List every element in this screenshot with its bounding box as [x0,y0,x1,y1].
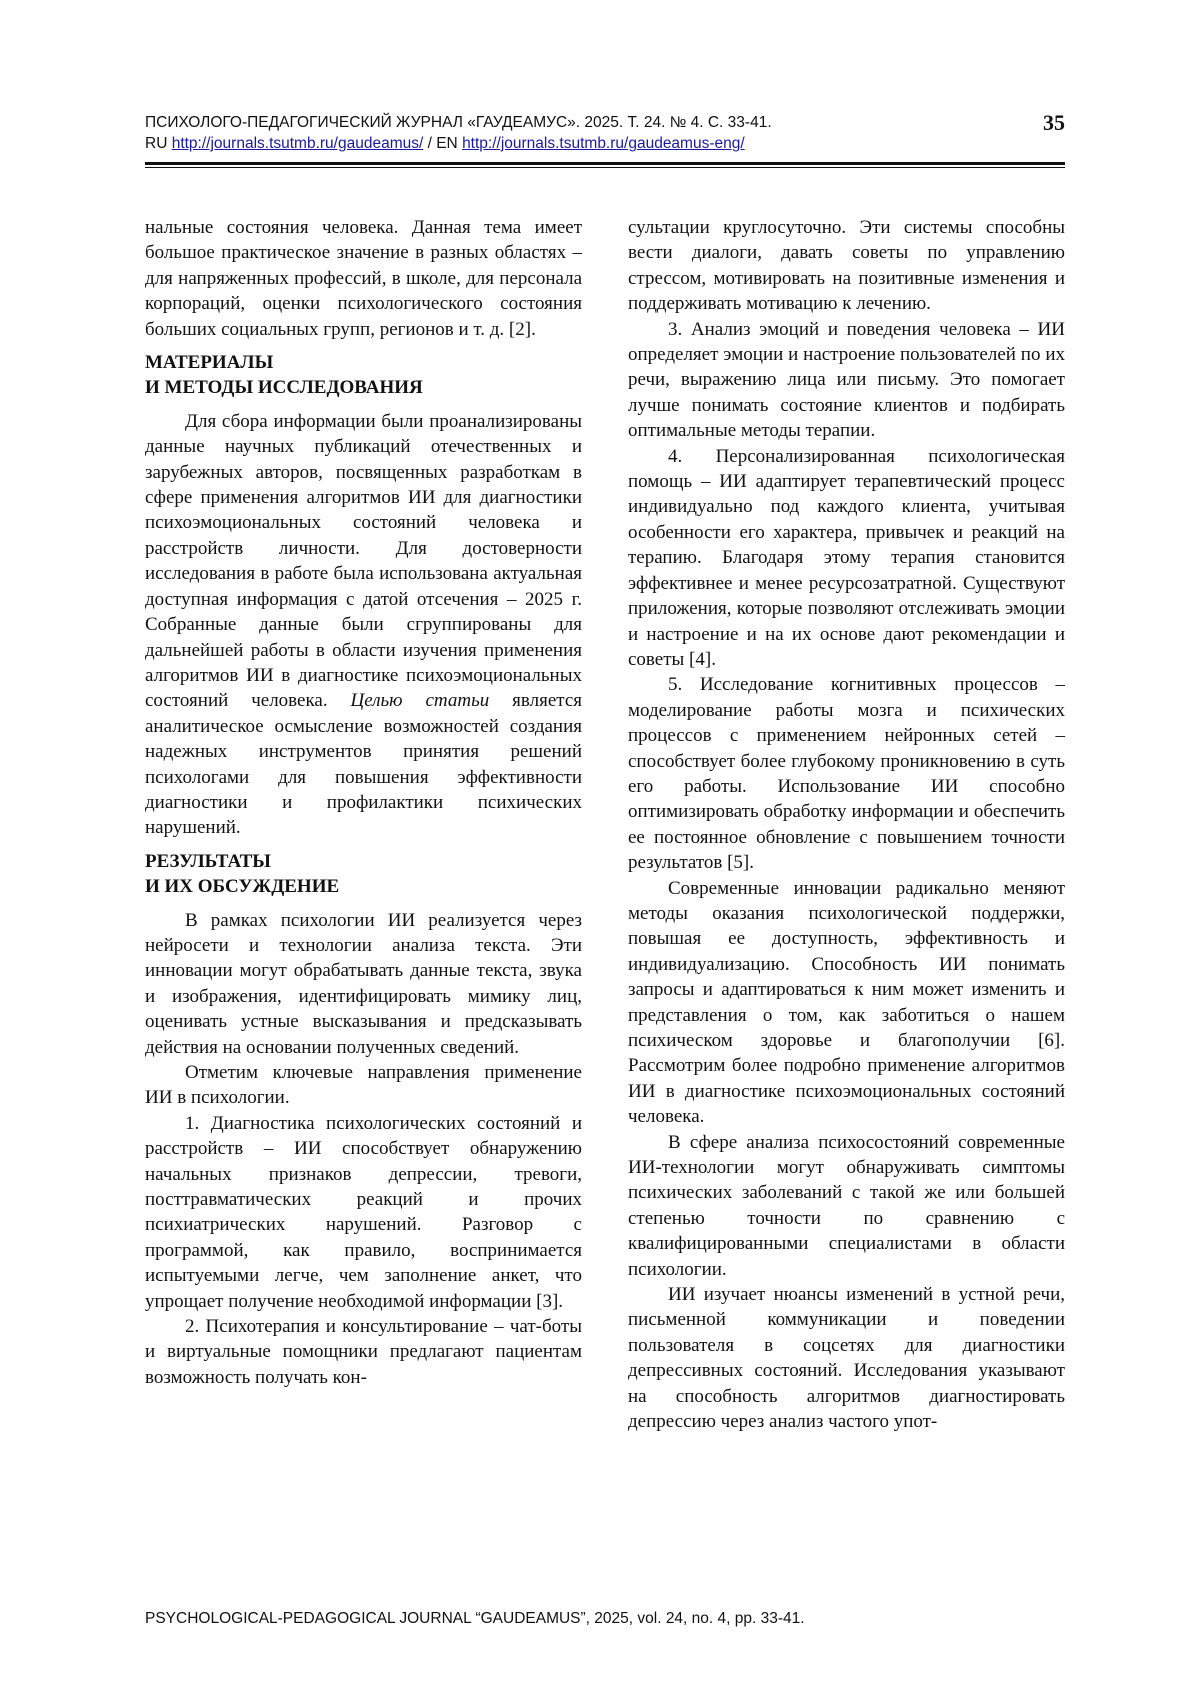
left-column [145,215,582,1390]
header-rule-thick [145,162,1065,165]
section-heading-materials: МАТЕРИАЛЫ И МЕТОДЫ ИССЛЕДОВАНИЯ [145,352,423,399]
running-header [145,112,1065,154]
header-rule-thin [145,167,1065,168]
paragraph: Современные инновации радикально меняют методы оказания психологической поддержки, повышая ее доступность, эффективность и индивидуализацию. Способность ИИ понимать запросы и адаптироваться к ним может изменить и представления о том, как заботиться о нашем психическом здоровье и благополучии [6]. Рассмотрим более подробно применение алгоритмов ИИ в диагностике психоэмоциональных состояний человека. [628,877,1065,1128]
paragraph: В сфере анализа психосостояний современные ИИ-технологии могут обнаруживать симптомы психических заболеваний с такой же или большей степенью точности по сравнению с квалифицированными специалистами в области психологии. [628,1131,1065,1280]
right-column [628,215,1065,1435]
en-label: / EN [423,135,463,152]
list-item: 4. Персонализированная психологическая помощь – ИИ адаптирует терапевтический процесс индивидуально под каждого клиента, учитывая особенности его характера, привычек и реакций на терапию. Благодаря этому терапия становится эффективнее и менее ресурсозатратной. Существуют приложения, которые позволяют отслеживать эмоции и настроение и на их основе дают рекомендации и советы [4]. [628,445,1065,670]
running-footer: PSYCHOLOGICAL-PEDAGOGICAL JOURNAL “GAUDEAMUS”, 2025, vol. 24, no. 4, pp. 33-41. [145,1610,805,1627]
section-heading-results: РЕЗУЛЬТАТЫ И ИХ ОБСУЖДЕНИЕ [145,850,340,898]
paragraph: Для сбора информации были проанализированы данные научных публикаций отечественных и зарубежных авторов, посвященных разработкам в сфере применения алгоритмов ИИ для диагностики психоэмоциональных состояний человека и расстройств личности. Для достоверности исследования в работе была использована актуальная доступная информация с датой отсечения – 2025 г. Собранные данные были сгруппированы для дальнейшей работы в области изучения применения алгоритмов ИИ в диагностике психоэмоциональных состояний человека. Целью статьи является аналитическое осмысление возможностей создания надежных инструментов принятия решений психологами для повышения эффективности диагностики и профилактики психических нарушений. [145,410,582,839]
paragraph: В рамках психологии ИИ реализуется через нейросети и технологии анализа текста. Эти инновации могут обрабатывать данные текста, звука и изображения, идентифицировать мимику лиц, оценивать устные высказывания и предсказывать действия на основании полученных сведений. [145,909,582,1058]
emphasis: Целью статьи [350,690,490,712]
paragraph: сультации круглосуточно. Эти системы способны вести диалоги, давать советы по управлению стрессом, мотивировать на позитивные изменения и поддерживать мотивацию к лечению. [628,217,1065,315]
paragraph: Отметим ключевые направления применение ИИ в психологии. [145,1062,582,1109]
journal-links [145,133,1065,154]
journal-citation: ПСИХОЛОГО-ПЕДАГОГИЧЕСКИЙ ЖУРНАЛ «ГАУДЕАМУС». 2025. Т. 24. № 4. С. 33-41. [145,114,772,131]
list-item: 3. Анализ эмоций и поведения человека – ИИ определяет эмоции и настроение пользователей по их речи, выражению лица или письму. Это помогает лучше понимать состояние клиентов и подбирать оптимальные методы терапии. [628,318,1065,442]
paragraph: ИИ изучает нюансы изменений в устной речи, письменной коммуникации и поведении пользователя в соцсетях для диагностики депрессивных состояний. Исследования указывают на способность алгоритмов диагностировать депрессию через анализ частого упот- [628,1284,1065,1433]
en-journal-link[interactable]: http://journals.tsutmb.ru/gaudeamus-eng/ [462,135,745,152]
ru-label: RU [145,135,172,152]
list-item: 2. Психотерапия и консультирование – чат-боты и виртуальные помощники предлагают пациентам возможность получать кон- [145,1316,582,1388]
ru-journal-link[interactable]: http://journals.tsutmb.ru/gaudeamus/ [171,135,424,152]
page-number: 35 [1043,110,1065,135]
paragraph: нальные состояния человека. Данная тема имеет большое практическое значение в разных областях – для напряженных профессий, в школе, для персонала корпораций, оценки психологического состояния больших социальных групп, регионов и т. д. [2]. [145,217,582,340]
list-item: 5. Исследование когнитивных процессов – моделирование работы мозга и психических процессов с применением нейронных сетей – способствует более глубокому проникновению в суть его работы. Использование ИИ способно оптимизировать обработку информации и обеспечить ее постоянное обновление с повышением точности результатов [5]. [628,674,1065,874]
list-item: 1. Диагностика психологических состояний и расстройств – ИИ способствует обнаружению начальных признаков депрессии, тревоги, посттравматических реакций и прочих психиатрических нарушений. Разговор с программой, как правило, воспринимается испытуемыми легче, чем заполнение анкет, что упрощает получение необходимой информации [3]. [145,1112,582,1312]
